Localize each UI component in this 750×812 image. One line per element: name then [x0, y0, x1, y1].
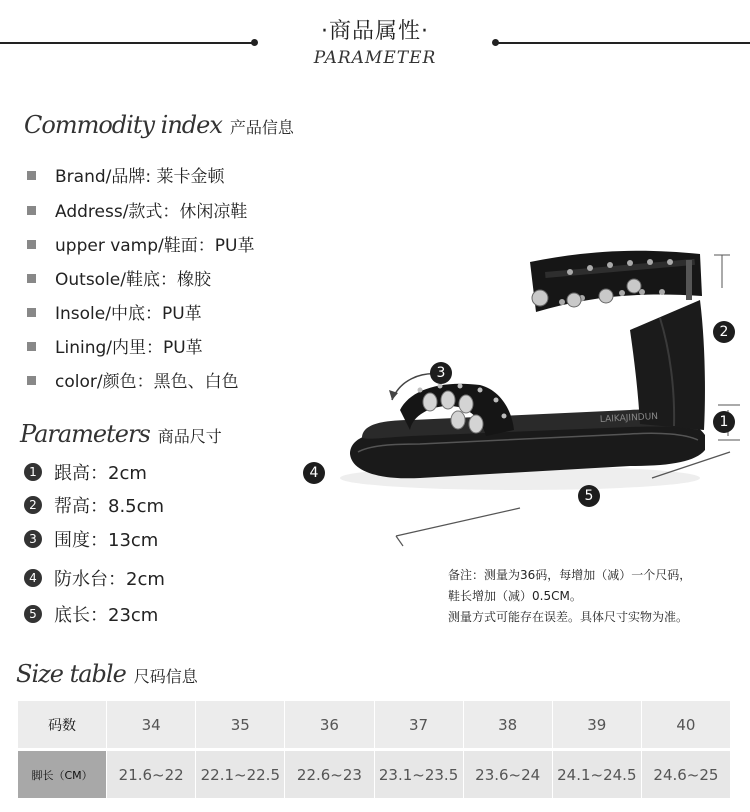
- param-platform: 4 防水台：2cm: [24, 565, 165, 591]
- attr-item-brand: Brand/品牌: 莱卡金顿: [27, 162, 225, 187]
- bullet-square-icon: [27, 171, 36, 180]
- size-table-title-en: Size table: [16, 660, 126, 688]
- param-heel-height: 1 跟高：2cm: [24, 459, 147, 485]
- note-line-1: 备注：测量为36码，每增加（减）一个尺码，: [448, 568, 692, 582]
- attr-item-style: Address/款式：休闲凉鞋: [27, 197, 247, 222]
- attr-item-lining: Lining/内里：PU革: [27, 333, 203, 358]
- marker-3-icon: 3: [430, 362, 452, 384]
- number-badge-icon: 3: [24, 530, 42, 548]
- commodity-title-cn: 产品信息: [229, 118, 294, 137]
- size-cell: 35: [196, 701, 285, 750]
- length-cell: 23.6~24: [463, 750, 552, 799]
- size-table-row-lengths: [18, 750, 731, 799]
- size-table-row-sizes: [18, 701, 731, 750]
- sandal-product-image: [300, 240, 750, 560]
- size-table-title-cn: 尺码信息: [133, 667, 198, 686]
- length-cell: 21.6~22: [107, 750, 196, 799]
- length-row-header: 脚长（CM）: [18, 750, 107, 799]
- size-row-header: 码数: [18, 701, 107, 750]
- number-badge-icon: 2: [24, 496, 42, 514]
- parameters-title-cn: 商品尺寸: [157, 427, 222, 446]
- commodity-title: [24, 111, 294, 139]
- marker-4-icon: 4: [303, 462, 325, 484]
- number-badge-icon: 1: [24, 463, 42, 481]
- size-cell: 37: [374, 701, 463, 750]
- bullet-square-icon: [27, 342, 36, 351]
- size-cell: 39: [552, 701, 641, 750]
- attr-item-insole: Insole/中底：PU革: [27, 299, 202, 324]
- bullet-square-icon: [27, 308, 36, 317]
- param-girth: 3 围度：13cm: [24, 526, 158, 552]
- marker-2-icon: 2: [713, 321, 735, 343]
- size-table: [17, 700, 731, 799]
- bullet-square-icon: [27, 376, 36, 385]
- length-cell: 24.6~25: [641, 750, 730, 799]
- bullet-square-icon: [27, 274, 36, 283]
- attr-item-color: color/颜色：黑色、白色: [27, 367, 239, 392]
- note-line-2: 鞋长增加（减）0.5CM。: [448, 589, 582, 603]
- size-cell: 36: [285, 701, 374, 750]
- bullet-square-icon: [27, 240, 36, 249]
- length-cell: 22.1~22.5: [196, 750, 285, 799]
- number-badge-icon: 4: [24, 569, 42, 587]
- attr-item-upper: upper vamp/鞋面：PU革: [27, 231, 254, 256]
- bullet-square-icon: [27, 206, 36, 215]
- note-line-3: 测量方式可能存在误差。具体尺寸实物为准。: [448, 610, 689, 624]
- size-cell: 38: [463, 701, 552, 750]
- parameters-title: [20, 420, 222, 448]
- header-title: ·商品属性·: [321, 19, 429, 44]
- commodity-title-en: Commodity index: [24, 111, 222, 139]
- parameters-title-en: Parameters: [20, 420, 150, 448]
- size-cell: 34: [107, 701, 196, 750]
- marker-1-icon: 1: [713, 411, 735, 433]
- insole-brand-text: LAIKAJINDUN: [599, 411, 659, 425]
- param-upper-height: 2 帮高：8.5cm: [24, 492, 164, 518]
- length-cell: 23.1~23.5: [374, 750, 463, 799]
- length-cell: 22.6~23: [285, 750, 374, 799]
- header-subtitle: PARAMETER: [313, 48, 437, 68]
- marker-5-icon: 5: [578, 485, 600, 507]
- attr-item-outsole: Outsole/鞋底：橡胶: [27, 265, 211, 290]
- length-cell: 24.1~24.5: [552, 750, 641, 799]
- size-table-title: [16, 660, 198, 688]
- param-sole-length: 5 底长：23cm: [24, 601, 158, 627]
- size-cell: 40: [641, 701, 730, 750]
- number-badge-icon: 5: [24, 605, 42, 623]
